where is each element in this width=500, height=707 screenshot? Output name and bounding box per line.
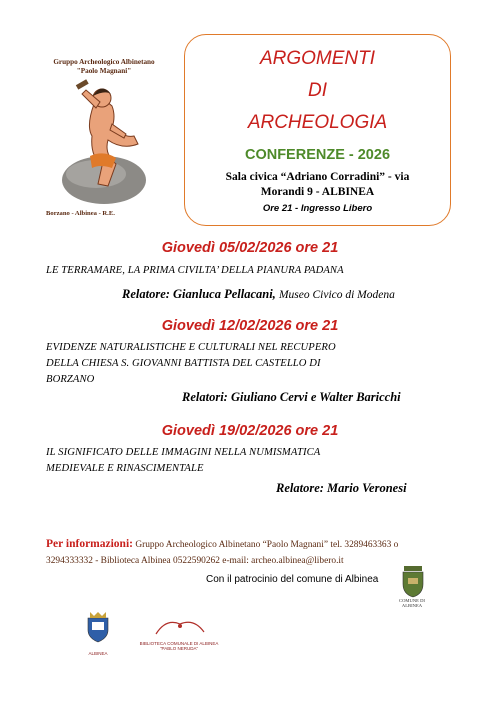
- topic-line: BORZANO: [46, 374, 95, 385]
- albinea-logo: [78, 612, 118, 656]
- topic-line: MEDIEVALE E RINASCIMENTALE: [46, 463, 204, 474]
- event-speaker: [182, 390, 472, 405]
- info-label: Per informazioni:: [46, 538, 133, 550]
- crest-label: COMUNE DI ALBINEA: [399, 598, 425, 608]
- info-line1: Gruppo Archeologico Albinetano “Paolo Magnani” tel. 3289463363 o: [135, 540, 399, 550]
- header-line2: DI: [308, 80, 327, 101]
- logo-foot: [46, 210, 162, 217]
- venue-line1: Sala civica “Adriano Corradini” - via: [225, 171, 410, 183]
- logo-title-line2: "Paolo Magnani": [76, 67, 132, 75]
- biblioteca-logo-icon: [136, 620, 222, 636]
- logo-title: [46, 58, 162, 76]
- topic-line: LE TERRAMARE, LA PRIMA CIVILTA’ DELLA PIANURA PADANA: [46, 265, 344, 276]
- event-topic: [46, 445, 466, 477]
- event-speaker: [276, 481, 476, 496]
- header-line1: ARGOMENTI: [259, 48, 376, 69]
- speaker-name: Relatori: Giuliano Cervi e Walter Baricchi: [182, 390, 401, 404]
- topic-line: EVIDENZE NATURALISTICHE E CULTURALI NEL RECUPERO: [46, 342, 336, 353]
- contact-info: [46, 536, 466, 569]
- logo-title-line1: Gruppo Archeologico Albinetano: [53, 58, 155, 66]
- event-date: Giovedì 19/02/2026 ore 21: [161, 423, 339, 439]
- biblioteca-logo-line2: "PABLO NERUDA": [159, 646, 199, 651]
- topic-line: IL SIGNIFICATO DELLE IMMAGINI NELLA NUMISMATICA: [46, 447, 321, 458]
- event-topic: [46, 263, 466, 279]
- biblioteca-logo: [136, 620, 222, 651]
- biblioteca-logo-line1: BIBLIOTECA COMUNALE DI ALBINEA: [139, 641, 219, 646]
- event-topic: [46, 340, 466, 388]
- event-time: Ore 21 - Ingresso Libero: [262, 203, 373, 214]
- venue-line2: Morandi 9 - ALBINEA: [260, 186, 375, 198]
- topic-line: DELLA CHIESA S. GIOVANNI BATTISTA DEL CASTELLO DI: [46, 358, 321, 369]
- patronage-text: Con il patrocinio del comune di Albinea: [206, 574, 379, 585]
- albinea-logo-icon: [78, 612, 118, 646]
- speaker-name: Relatore: Gianluca Pellacani,: [122, 287, 276, 301]
- event-date: Giovedì 12/02/2026 ore 21: [161, 318, 339, 334]
- caveman-illustration: [46, 52, 162, 224]
- event-speaker: [122, 287, 462, 302]
- speaker-affiliation: Museo Civico di Modena: [278, 289, 395, 301]
- header-subtitle: CONFERENZE - 2026: [244, 147, 391, 163]
- info-line2: 3294333332 - Biblioteca Albinea 0522590262 e-mail: archeo.albinea@libero.it: [46, 556, 344, 566]
- speaker-name: Relatore: Mario Veronesi: [276, 481, 407, 495]
- logo-location: Borzano - Albinea - R.E.: [46, 210, 115, 217]
- group-logo: [46, 52, 162, 224]
- event-date: Giovedì 05/02/2026 ore 21: [161, 240, 339, 256]
- albinea-logo-label: ALBINEA: [88, 651, 108, 656]
- header-line3: ARCHEOLOGIA: [247, 112, 388, 133]
